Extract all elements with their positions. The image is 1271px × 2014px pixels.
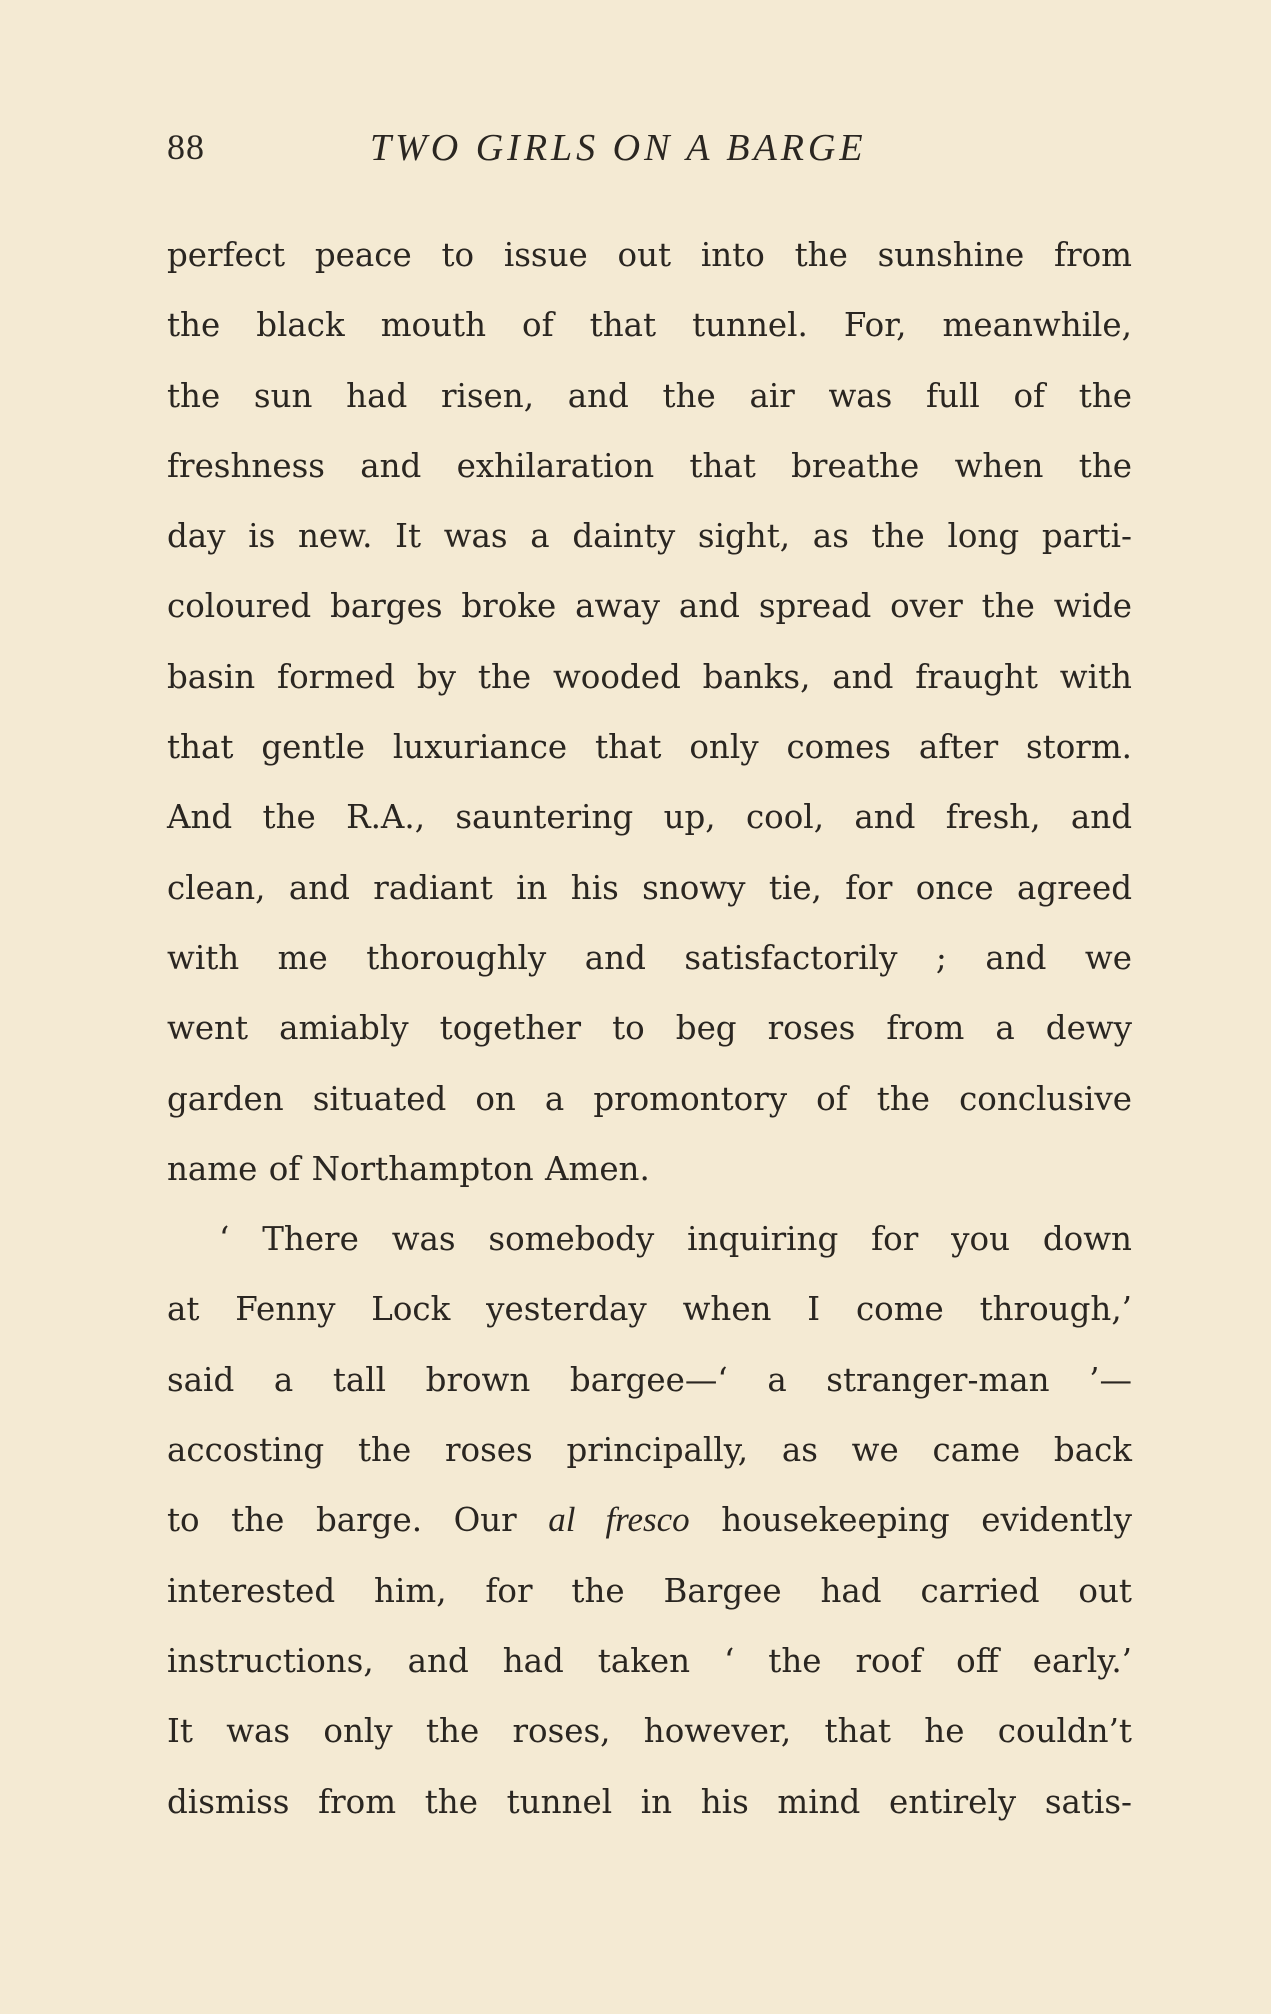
text-line: instructions, and had taken ‘ the roof off early.’ [167,1641,1132,1680]
text-line: perfect peace to issue out into the sunshine from [167,236,1132,274]
text-line: garden situated on a promontory of the conclusive [167,1079,1132,1118]
text-line: went amiably together to beg roses from a dewy [167,1009,1132,1048]
text-line: clean, and radiant in his snowy tie, for once agreed [167,868,1132,907]
text-segment: to the barge. Our [167,1501,549,1540]
text-line: freshness and exhilaration that breathe when the [167,446,1132,485]
text-line: the black mouth of that tunnel. For, meanwhile, [167,306,1132,345]
text-segment: housekeeping evidently [689,1501,1132,1540]
text-line: the sun had risen, and the air was full of the [167,376,1132,415]
text-line: coloured barges broke away and spread over the wide [167,587,1132,626]
text-line: basin formed by the wooded banks, and fraught with [167,657,1132,696]
text-line: at Fenny Lock yesterday when I come through,’ [167,1290,1132,1329]
text-line-with-italic [167,1485,1132,1555]
body-text [167,220,1132,1837]
text-line: And the R.A., sauntering up, cool, and fresh, and [167,798,1132,837]
text-line: with me thoroughly and satisfactorily ; and we [167,938,1132,977]
text-line: said a tall brown bargee—‘ a stranger-man ’— [167,1360,1132,1399]
text-line: that gentle luxuriance that only comes after storm. [167,728,1132,767]
text-line: It was only the roses, however, that he couldn’t [167,1712,1132,1751]
running-title: TWO GIRLS ON A BARGE [370,127,867,169]
text-line: accosting the roses principally, as we came back [167,1431,1132,1470]
page-header [167,126,1167,186]
italic-phrase: al fresco [548,1500,690,1540]
page-number: 88 [167,127,205,167]
paragraph-end-line: name of Northampton Amen. [167,1149,650,1188]
text-line: dismiss from the tunnel in his mind entirely satis- [167,1782,1132,1821]
paragraph-start-line: ‘ There was somebody inquiring for you down [219,1220,1132,1259]
text-line: day is new. It was a dainty sight, as the long parti- [167,517,1132,556]
text-line: interested him, for the Bargee had carried out [167,1571,1132,1610]
